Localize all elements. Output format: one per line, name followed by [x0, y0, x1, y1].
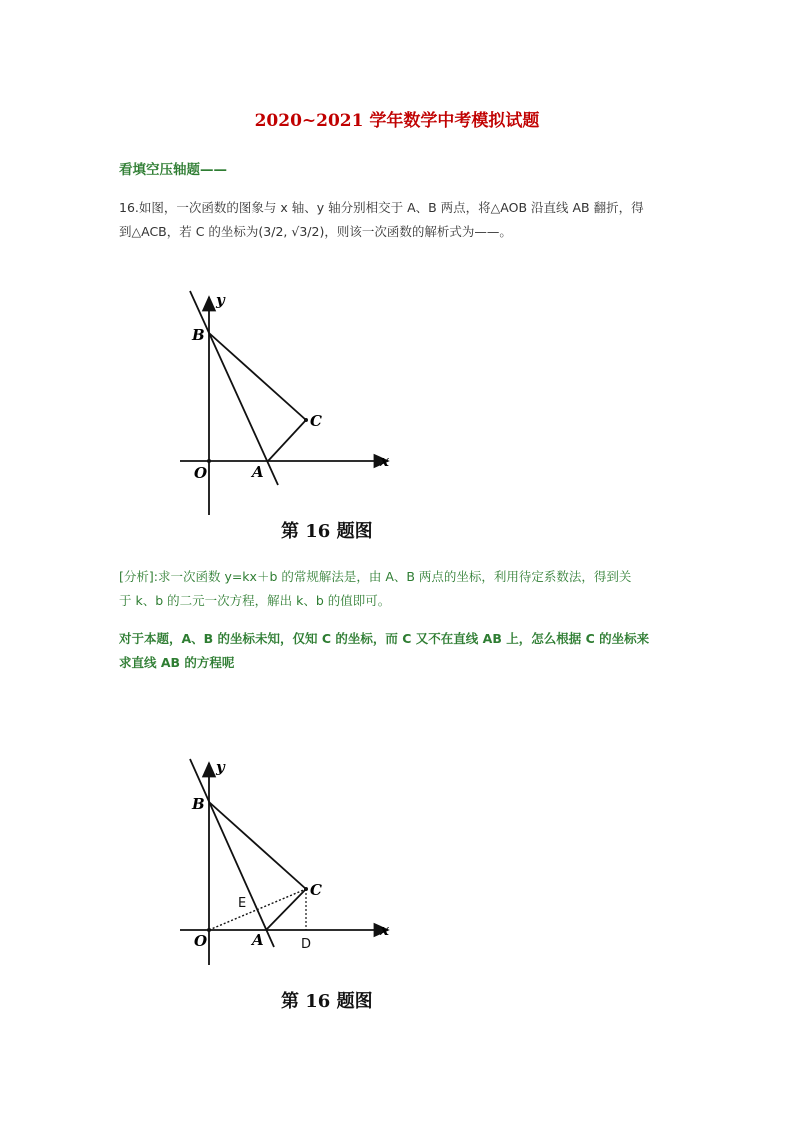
label-c: C	[310, 881, 322, 899]
figure-2-diagram	[170, 755, 400, 975]
note-text	[119, 627, 679, 675]
point-c	[304, 887, 308, 891]
label-y: y	[216, 291, 225, 309]
segment-bc	[209, 802, 306, 889]
section-heading: 看填空压轴题——	[119, 162, 227, 178]
page-title: 2020~2021 学年数学中考模拟试题	[254, 111, 540, 131]
analysis-line-2: 于 k、b 的二元一次方程，解出 k、b 的值即可。	[119, 593, 391, 608]
segment-ca	[268, 420, 306, 461]
point-o	[207, 459, 211, 463]
label-x: x	[380, 921, 389, 939]
label-a: A	[252, 463, 264, 481]
analysis-text	[119, 565, 679, 613]
figure-1-diagram	[170, 285, 400, 515]
label-y: y	[216, 758, 225, 776]
label-b: B	[192, 795, 205, 813]
line-ab	[190, 291, 278, 485]
figure-2-caption: 第 16 题图	[281, 991, 373, 1012]
dotted-oc	[209, 889, 306, 930]
label-o: O	[194, 464, 208, 482]
note-line-2: 求直线 AB 的方程呢	[119, 655, 235, 670]
segment-bc	[209, 333, 306, 420]
line-ab	[190, 759, 274, 947]
figure-1-caption: 第 16 题图	[281, 521, 373, 542]
analysis-line-1: [分析]:求一次函数 y=kx＋b 的常规解法是，由 A、B 两点的坐标，利用待定系数法，得到关	[119, 569, 632, 584]
point-c	[304, 418, 308, 422]
problem-line-2: 到△ACB，若 C 的坐标为(3/2, √3/2)，则该一次函数的解析式为——。	[119, 224, 512, 239]
point-o	[207, 928, 211, 932]
problem-line-1: 16.如图，一次函数的图象与 x 轴、y 轴分别相交于 A、B 两点，将△AOB 沿直线 AB 翻折，得	[119, 200, 644, 215]
note-line-1: 对于本题，A、B 的坐标未知，仅知 C 的坐标，而 C 又不在直线 AB 上，怎么根据 C 的坐标来	[119, 631, 650, 646]
problem-text	[119, 196, 679, 244]
label-c: C	[310, 412, 322, 430]
label-x: x	[380, 452, 389, 470]
label-e: E	[238, 896, 247, 911]
label-o: O	[194, 932, 208, 950]
label-b: B	[192, 326, 205, 344]
segment-ca	[266, 889, 306, 930]
label-a: A	[252, 931, 264, 949]
label-d: D	[301, 937, 312, 952]
